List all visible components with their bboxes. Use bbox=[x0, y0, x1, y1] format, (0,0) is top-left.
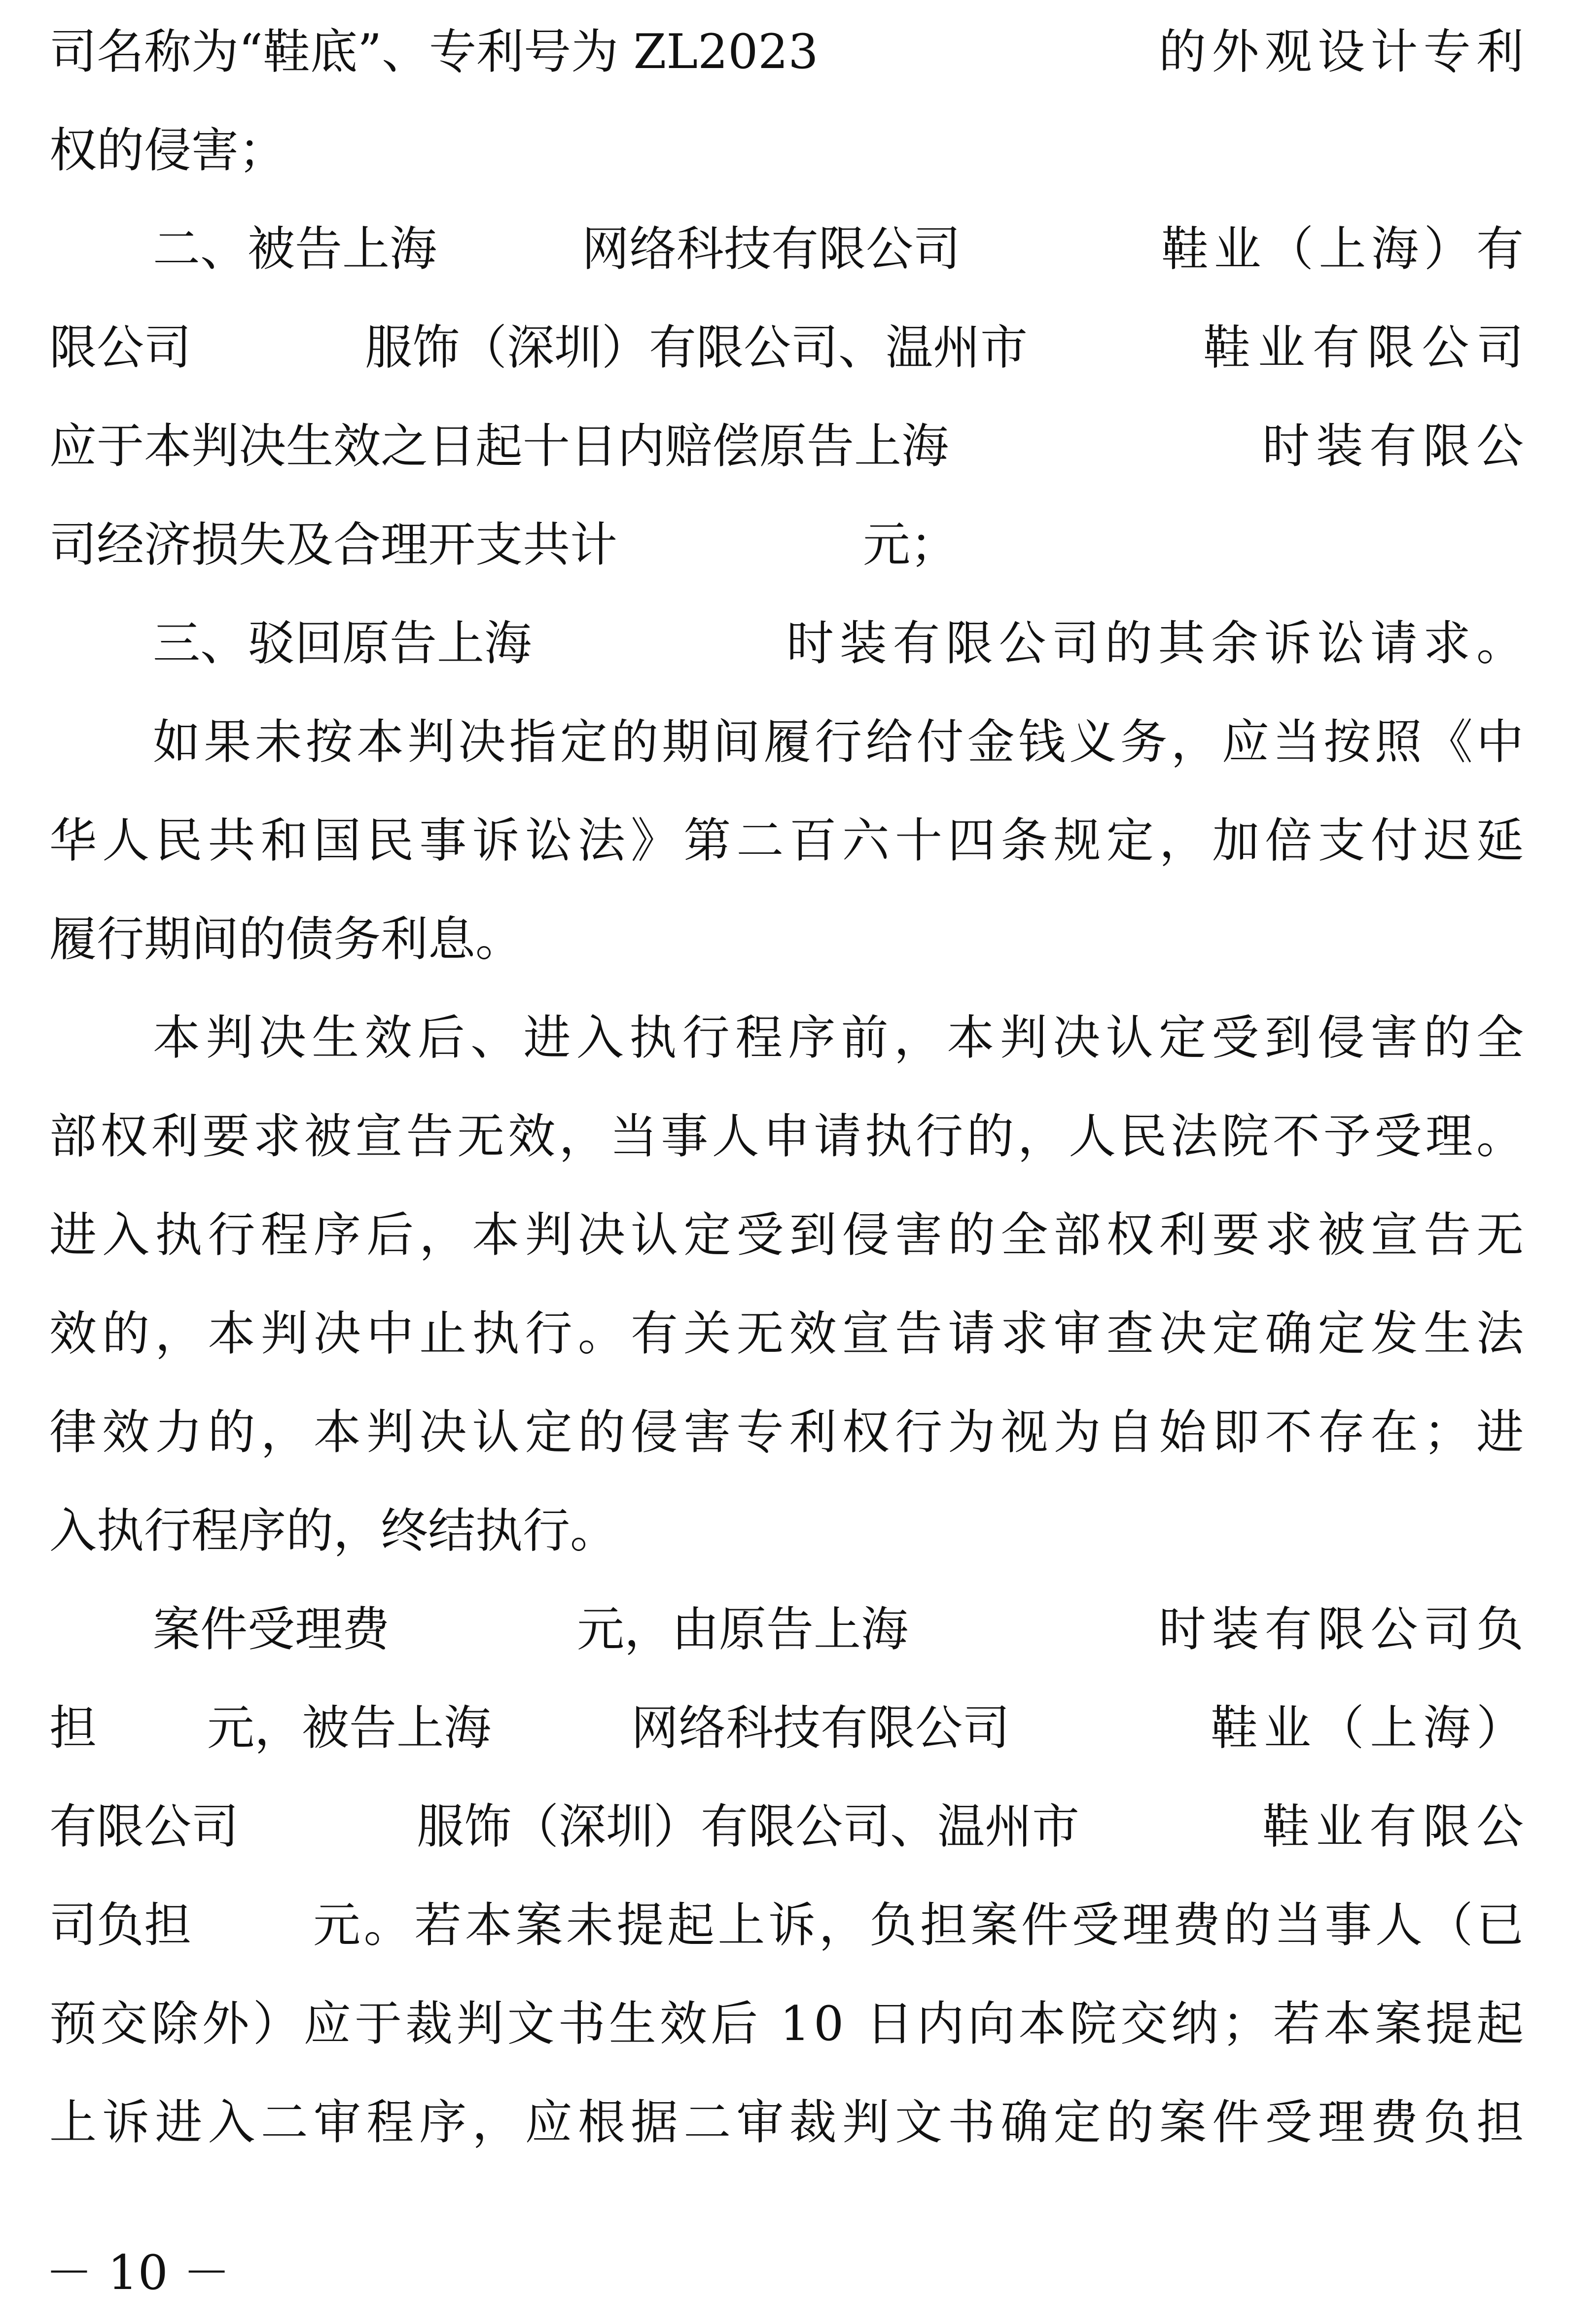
text-line bbox=[49, 1592, 1530, 1666]
text-line bbox=[49, 311, 1531, 385]
text-line bbox=[49, 1099, 1528, 1173]
text-segment: 司名称为“鞋底”、专利号为 ZL2023 bbox=[49, 24, 819, 79]
text-segment: 鞋业有限公 bbox=[1262, 1799, 1530, 1854]
text-segment: 律效力的，本判决认定的侵害专利权行为视为自始即不存在；进 bbox=[49, 1405, 1530, 1460]
text-segment: 服饰（深圳）有限公司、温州市 bbox=[417, 1799, 1079, 1854]
text-segment: 元。若本案未提起上诉，负担案件受理费的当事人（已 bbox=[313, 1898, 1527, 1953]
text-line bbox=[49, 409, 1530, 483]
text-line bbox=[49, 1198, 1530, 1272]
text-segment: 时装有限公司负 bbox=[1159, 1602, 1530, 1657]
text-line bbox=[49, 113, 1524, 187]
text-segment: 限公司 bbox=[49, 320, 191, 375]
text-line bbox=[49, 1494, 1524, 1568]
text-segment: 时装有限公 bbox=[1262, 419, 1530, 474]
text-line bbox=[49, 705, 1528, 779]
text-segment: 鞋业有限公司 bbox=[1203, 320, 1531, 375]
text-segment: 三、驳回原告上海 bbox=[153, 616, 532, 671]
text-line bbox=[49, 902, 1524, 976]
text-segment: 担 bbox=[49, 1700, 97, 1756]
text-line bbox=[49, 1691, 1530, 1765]
text-segment: 的外观设计专利 bbox=[1159, 24, 1530, 79]
text-line bbox=[49, 2085, 1530, 2159]
text-segment: 二、被告上海 bbox=[153, 221, 437, 277]
text-segment: 网络科技有限公司 bbox=[631, 1700, 1010, 1756]
text-line bbox=[49, 1987, 1528, 2061]
text-segment: 有限公司 bbox=[49, 1799, 239, 1854]
text-segment: 华人民共和国民事诉讼法》第二百六十四条规定，加倍支付迟延 bbox=[49, 813, 1530, 868]
text-segment: 本判决生效后、进入执行程序前，本判决认定受到侵害的全 bbox=[153, 1010, 1530, 1065]
text-line bbox=[49, 1395, 1530, 1469]
text-line bbox=[49, 606, 1530, 680]
text-segment: 效的，本判决中止执行。有关无效宣告请求审查决定确定发生法 bbox=[49, 1306, 1530, 1361]
text-line bbox=[49, 212, 1529, 286]
text-segment: 时装有限公司的其余诉讼请求。 bbox=[786, 616, 1530, 671]
text-segment: 鞋业（上海）有 bbox=[1161, 221, 1529, 277]
text-segment: 上诉进入二审程序，应根据二审裁判文书确定的案件受理费负担 bbox=[49, 2095, 1530, 2150]
text-segment: 司负担 bbox=[49, 1898, 191, 1953]
text-line bbox=[49, 1001, 1530, 1075]
text-segment: 元，由原告上海 bbox=[577, 1602, 908, 1657]
text-segment: 网络科技有限公司 bbox=[582, 221, 961, 277]
page-number: － 10 － bbox=[45, 2245, 231, 2300]
text-line bbox=[49, 1888, 1527, 1962]
text-segment: 履行期间的债务利息。 bbox=[49, 912, 523, 967]
text-segment: 如果未按本判决指定的期间履行给付金钱义务，应当按照《中 bbox=[153, 714, 1528, 770]
text-line bbox=[49, 1790, 1530, 1864]
text-segment: 元； bbox=[863, 517, 958, 572]
text-line bbox=[49, 508, 1524, 582]
text-segment: 服饰（深圳）有限公司、温州市 bbox=[365, 320, 1028, 375]
text-segment: 鞋业（上海） bbox=[1211, 1700, 1530, 1756]
text-segment: 应于本判决生效之日起十日内赔偿原告上海 bbox=[49, 419, 949, 474]
text-segment: 案件受理费 bbox=[153, 1602, 390, 1657]
text-segment: 预交除外）应于裁判文书生效后 10 日内向本院交纳；若本案提起 bbox=[49, 1996, 1528, 2051]
text-segment: 元，被告上海 bbox=[207, 1700, 491, 1756]
text-segment: 司经济损失及合理开支共计 bbox=[49, 517, 617, 572]
text-line bbox=[49, 15, 1530, 89]
text-segment: 部权利要求被宣告无效，当事人申请执行的，人民法院不予受理。 bbox=[49, 1109, 1528, 1164]
text-segment: 进入执行程序后，本判决认定受到侵害的全部权利要求被宣告无 bbox=[49, 1207, 1530, 1263]
text-segment: 入执行程序的，终结执行。 bbox=[49, 1503, 617, 1558]
text-line bbox=[49, 1297, 1530, 1371]
text-segment: 权的侵害； bbox=[49, 123, 286, 178]
text-line bbox=[49, 804, 1530, 878]
